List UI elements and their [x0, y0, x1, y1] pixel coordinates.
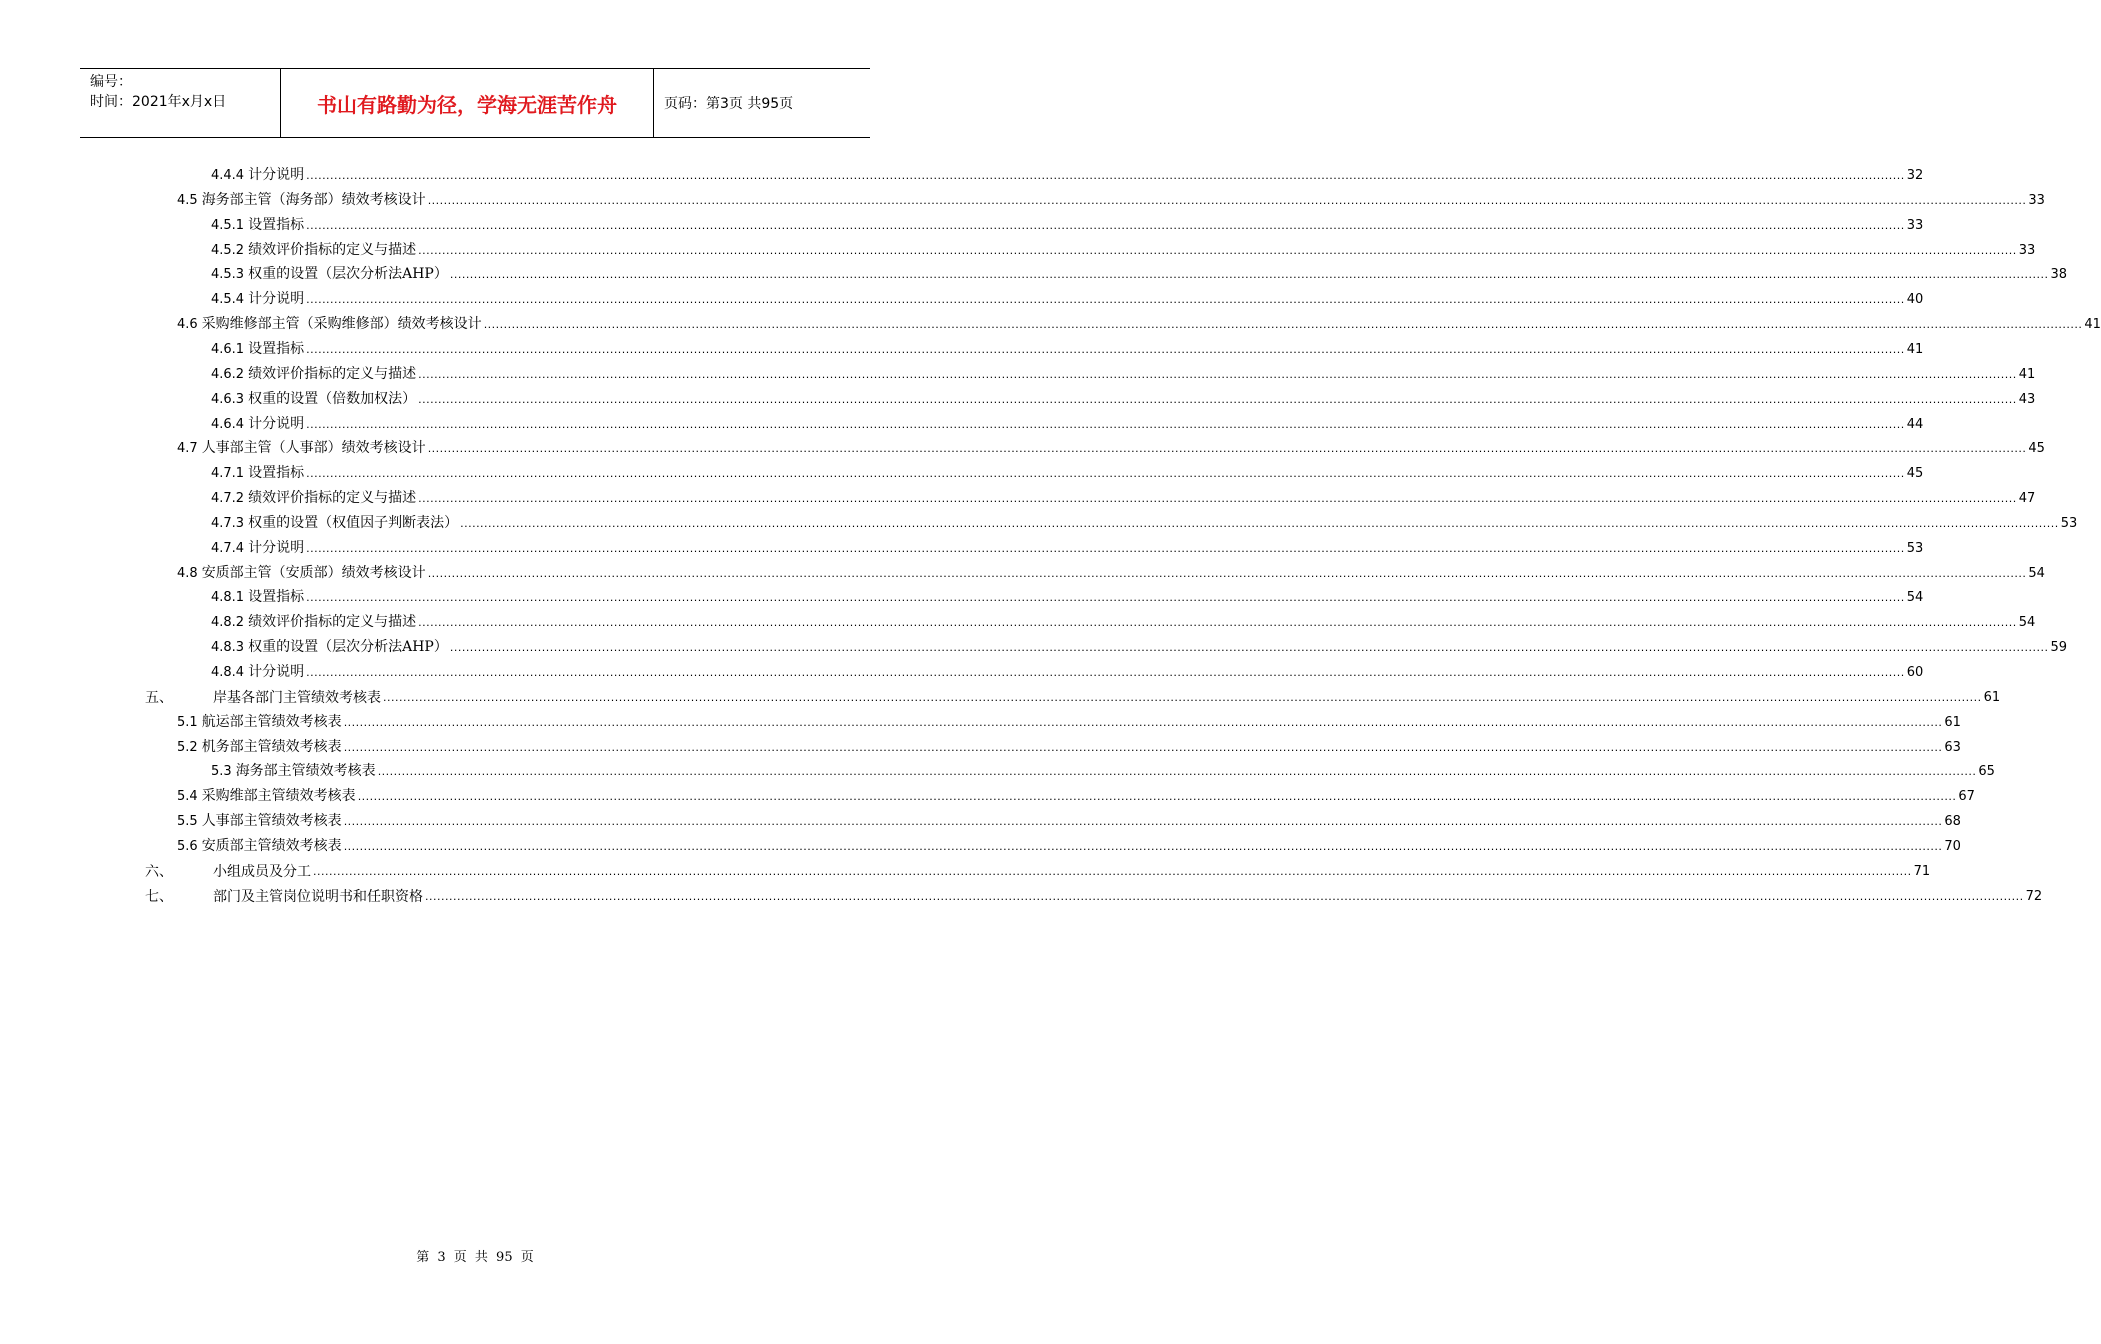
toc-entry[interactable] — [211, 756, 1995, 781]
toc-entry-page: 61 — [1983, 689, 2001, 705]
toc-leader-dots: ................................................................................................................................................................................................................................................................................................................................................................................................................ — [483, 318, 2083, 332]
toc-entry-number: 七、 — [145, 888, 173, 905]
toc-leader-dots: ................................................................................................................................................................................................................................................................................................................................................................................................................ — [377, 765, 1977, 779]
toc-entry-number: 5.1 — [177, 714, 198, 730]
toc-entry-label — [177, 564, 426, 583]
toc-entry-page: 40 — [1906, 292, 1924, 308]
toc-entry-number: 5.2 — [177, 739, 198, 755]
toc-entry-label — [211, 464, 304, 483]
toc-entry-page: 60 — [1906, 665, 1924, 680]
toc-entry-title: 绩效评价指标的定义与描述 — [248, 490, 417, 507]
toc-entry-number: 4.5.2 — [211, 242, 245, 258]
toc-leader-dots: ................................................................................................................................................................................................................................................................................................................................................................................................................ — [427, 566, 2027, 580]
toc-entry[interactable] — [177, 781, 1975, 806]
toc-entry-title: 安质部主管（安质部）绩效考核设计 — [201, 564, 426, 581]
toc-entry[interactable] — [211, 632, 2068, 657]
toc-entry-number: 4.6 — [177, 317, 198, 333]
toc-entry-title: 权重的设置（倍数加权法） — [248, 390, 417, 407]
toc-entry-number: 4.8.2 — [211, 615, 245, 631]
toc-entry-title: 权重的设置（层次分析法AHP） — [248, 639, 448, 656]
toc-entry[interactable] — [211, 284, 1924, 309]
toc-leader-dots: ................................................................................................................................................................................................................................................................................................................................................................................................................ — [306, 467, 1905, 481]
toc-entry-title: 设置指标 — [248, 589, 305, 606]
toc-entry-label — [211, 539, 304, 558]
toc-entry-label — [211, 415, 304, 434]
toc-leader-dots: ................................................................................................................................................................................................................................................................................................................................................................................................................ — [343, 740, 1943, 754]
toc-entry-title: 部门及主管岗位说明书和任职资格 — [213, 888, 423, 905]
toc-entry-label — [211, 514, 458, 533]
toc-entry-label — [145, 888, 423, 906]
toc-leader-dots: ................................................................................................................................................................................................................................................................................................................................................................................................................ — [306, 591, 1905, 605]
toc-entry[interactable] — [177, 831, 1961, 856]
toc-entry-number: 4.5.3 — [211, 267, 245, 283]
page-footer: 第 3 页 共 95 页 — [416, 1250, 534, 1265]
toc-leader-dots: ................................................................................................................................................................................................................................................................................................................................................................................................................ — [343, 839, 1943, 853]
toc-entry-page: 53 — [1906, 540, 1924, 556]
toc-entry[interactable] — [177, 433, 2045, 458]
toc-entry-title: 绩效评价指标的定义与描述 — [248, 365, 417, 382]
toc-entry-title: 设置指标 — [248, 465, 305, 482]
toc-entry-label — [211, 265, 448, 284]
toc-entry-page: 63 — [1944, 739, 1961, 755]
toc-entry-number: 六、 — [145, 863, 173, 880]
toc-entry-title: 权重的设置（权值因子判断表法） — [248, 514, 459, 531]
toc-entry-title: 绩效评价指标的定义与描述 — [248, 614, 417, 631]
toc-leader-dots: ................................................................................................................................................................................................................................................................................................................................................................................................................ — [306, 293, 1905, 307]
toc-leader-dots: ................................................................................................................................................................................................................................................................................................................................................................................................................ — [449, 641, 2049, 655]
toc-entry[interactable] — [145, 682, 2001, 707]
toc-leader-dots: ................................................................................................................................................................................................................................................................................................................................................................................................................ — [418, 616, 2017, 630]
toc-entry[interactable] — [211, 533, 1924, 558]
page-header — [80, 68, 870, 138]
toc-entry-page: 45 — [1906, 466, 1924, 482]
toc-entry-label — [211, 166, 304, 185]
toc-entry-label — [211, 216, 304, 235]
toc-entry-label — [145, 689, 381, 707]
toc-entry-label — [211, 489, 416, 508]
toc-entry-title: 安质部主管绩效考核表 — [201, 837, 342, 854]
toc-leader-dots: ................................................................................................................................................................................................................................................................................................................................................................................................................ — [449, 268, 2049, 282]
toc-entry-page: 67 — [1958, 789, 1975, 805]
toc-entry-number: 4.6.3 — [211, 391, 245, 407]
toc-leader-dots: ................................................................................................................................................................................................................................................................................................................................................................................................................ — [357, 790, 1957, 804]
toc-entry-page: 70 — [1944, 838, 1961, 854]
toc-entry-title: 采购维部主管绩效考核表 — [201, 788, 356, 805]
toc-entry-page: 41 — [1906, 341, 1924, 357]
toc-entry[interactable] — [211, 657, 1924, 682]
toc-entry[interactable] — [211, 607, 2036, 632]
toc-leader-dots: ................................................................................................................................................................................................................................................................................................................................................................................................................ — [418, 492, 2017, 506]
toc-entry-label — [177, 812, 342, 831]
time-label: 时间：2021年x月x日 — [90, 94, 227, 110]
toc-entry-number: 4.8.4 — [211, 665, 245, 680]
toc-entry[interactable] — [211, 409, 1924, 434]
toc-entry[interactable] — [211, 359, 2036, 384]
toc-entry[interactable] — [177, 806, 1961, 831]
toc-entry-number: 5.5 — [177, 814, 198, 830]
toc-entry-number: 4.6.4 — [211, 416, 245, 432]
toc-leader-dots: ................................................................................................................................................................................................................................................................................................................................................................................................................ — [306, 218, 1905, 232]
toc-entry-page: 33 — [1906, 217, 1924, 233]
toc-entry-page: 71 — [1913, 863, 1931, 879]
toc-entry-number: 4.6.1 — [211, 341, 245, 357]
toc-leader-dots: ................................................................................................................................................................................................................................................................................................................................................................................................................ — [313, 864, 1912, 878]
toc-entry-number: 4.8.1 — [211, 590, 245, 606]
toc-entry[interactable] — [211, 458, 1924, 483]
toc-leader-dots: ................................................................................................................................................................................................................................................................................................................................................................................................................ — [418, 367, 2017, 381]
toc-entry-number: 4.5 — [177, 192, 198, 208]
toc-entry-label — [211, 663, 304, 682]
toc-entry-page: 72 — [2025, 888, 2043, 904]
toc-entry-number: 4.7.4 — [211, 540, 245, 556]
toc-entry-number: 4.5.1 — [211, 217, 245, 233]
code-label: 编号： — [90, 74, 132, 90]
toc-entry-title: 权重的设置（层次分析法AHP） — [248, 266, 448, 283]
toc-entry[interactable] — [177, 309, 2101, 334]
toc-leader-dots: ................................................................................................................................................................................................................................................................................................................................................................................................................ — [427, 193, 2027, 207]
header-meta — [80, 69, 281, 137]
toc-entry-title: 设置指标 — [248, 216, 305, 233]
toc-entry-page: 32 — [1906, 168, 1924, 183]
toc-entry-label — [145, 863, 311, 881]
toc-entry-page: 68 — [1944, 814, 1961, 830]
toc-entry-title: 计分说明 — [248, 415, 305, 432]
toc-leader-dots: ................................................................................................................................................................................................................................................................................................................................................................................................................ — [306, 417, 1905, 431]
toc-entry-number: 4.8.3 — [211, 640, 245, 656]
toc-entry-number: 5.3 — [211, 764, 232, 780]
toc-entry-title: 设置指标 — [248, 340, 305, 357]
toc-entry-page: 47 — [2018, 491, 2036, 507]
toc-leader-dots: ................................................................................................................................................................................................................................................................................................................................................................................................................ — [306, 666, 1905, 679]
toc-entry-label — [211, 340, 304, 359]
toc-entry-title: 计分说明 — [248, 167, 305, 183]
toc-entry-title: 人事部主管绩效考核表 — [201, 813, 342, 830]
toc-entry-label — [177, 837, 342, 856]
toc-entry[interactable] — [211, 483, 2036, 508]
toc-entry[interactable] — [211, 384, 2036, 409]
toc-entry-page: 54 — [1906, 590, 1924, 606]
toc-entry-page: 45 — [2028, 441, 2045, 457]
toc-entry[interactable] — [211, 210, 1924, 235]
toc-leader-dots: ................................................................................................................................................................................................................................................................................................................................................................................................................ — [343, 715, 1943, 729]
toc-entry-label — [177, 713, 342, 732]
toc-entry[interactable] — [211, 235, 2036, 260]
toc-entry[interactable] — [177, 732, 1961, 757]
toc-entry-label — [177, 191, 426, 210]
toc-entry-title: 岸基各部门主管绩效考核表 — [213, 689, 381, 706]
toc-entry-title: 绩效评价指标的定义与描述 — [248, 241, 417, 258]
toc-leader-dots: ................................................................................................................................................................................................................................................................................................................................................................................................................ — [427, 442, 2027, 456]
toc-entry-label — [177, 787, 356, 806]
toc-entry-number: 4.8 — [177, 565, 198, 581]
toc-entry-label — [211, 588, 304, 607]
toc-entry-title: 小组成员及分工 — [213, 863, 311, 880]
toc-leader-dots: ................................................................................................................................................................................................................................................................................................................................................................................................................ — [306, 169, 1905, 182]
toc-entry[interactable] — [145, 881, 2043, 906]
toc-entry-page: 54 — [2028, 565, 2045, 581]
toc-leader-dots: ................................................................................................................................................................................................................................................................................................................................................................................................................ — [306, 342, 1905, 356]
toc-leader-dots: ................................................................................................................................................................................................................................................................................................................................................................................................................ — [425, 889, 2024, 903]
toc-entry-title: 采购维修部主管（采购维修部）绩效考核设计 — [201, 316, 482, 333]
toc-entry-label — [211, 613, 416, 632]
toc-entry-page: 33 — [2018, 242, 2036, 258]
toc-entry[interactable] — [211, 582, 1924, 607]
toc-entry-number: 4.4.4 — [211, 168, 245, 183]
toc-entry[interactable] — [177, 185, 2045, 210]
toc-entry-page: 44 — [1906, 416, 1924, 432]
toc-leader-dots: ................................................................................................................................................................................................................................................................................................................................................................................................................ — [383, 690, 1982, 704]
header-motto: 书山有路勤为径，学海无涯苦作舟 — [281, 69, 654, 137]
toc-entry-number: 4.5.4 — [211, 292, 245, 308]
toc-entry-page: 65 — [1978, 764, 1995, 780]
toc-entry-number: 4.7 — [177, 441, 198, 457]
toc-entry[interactable] — [177, 558, 2045, 583]
toc-entry-title: 机务部主管绩效考核表 — [201, 738, 342, 755]
toc-entry-page: 43 — [2018, 391, 2036, 407]
toc-entry-page: 61 — [1944, 714, 1961, 730]
toc-entry-page: 41 — [2084, 317, 2101, 333]
toc-leader-dots: ................................................................................................................................................................................................................................................................................................................................................................................................................ — [306, 541, 1905, 555]
toc-entry-label — [177, 439, 426, 458]
toc-entry-page: 59 — [2050, 640, 2068, 656]
toc-entry-title: 人事部主管（人事部）绩效考核设计 — [201, 440, 426, 457]
toc-entry-title: 计分说明 — [248, 539, 305, 556]
header-page-info: 页码：第3页 共95页 — [664, 96, 794, 112]
toc-leader-dots: ................................................................................................................................................................................................................................................................................................................................................................................................................ — [418, 243, 2017, 257]
toc-entry-page: 38 — [2050, 267, 2068, 283]
toc-entry[interactable] — [211, 259, 2068, 284]
toc-entry-title: 海务部主管（海务部）绩效考核设计 — [201, 191, 426, 208]
toc-entry-title: 航运部主管绩效考核表 — [201, 713, 342, 730]
toc-entry-number: 4.7.1 — [211, 466, 245, 482]
toc-entry[interactable] — [211, 334, 1924, 359]
toc-entry-page: 41 — [2018, 366, 2036, 382]
toc-entry[interactable] — [211, 508, 2078, 533]
toc-entry-label — [177, 738, 342, 757]
toc-entry-title: 计分说明 — [248, 291, 305, 308]
toc-entry-number: 4.7.3 — [211, 515, 245, 531]
toc-entry-page: 33 — [2028, 192, 2045, 208]
toc-entry-number: 4.6.2 — [211, 366, 245, 382]
toc-entry-page: 54 — [2018, 615, 2036, 631]
toc-leader-dots: ................................................................................................................................................................................................................................................................................................................................................................................................................ — [418, 392, 2017, 406]
toc-entry[interactable] — [177, 707, 1961, 732]
toc-entry[interactable] — [145, 856, 1931, 881]
toc-entry-title: 计分说明 — [248, 664, 305, 680]
toc-entry-number: 5.6 — [177, 838, 198, 854]
toc-entry-number: 4.7.2 — [211, 491, 245, 507]
toc-entry-number: 5.4 — [177, 789, 198, 805]
toc-entry-label — [211, 290, 304, 309]
toc-leader-dots: ................................................................................................................................................................................................................................................................................................................................................................................................................ — [460, 516, 2059, 530]
toc-entry[interactable] — [211, 160, 1924, 185]
toc-entry-label — [211, 241, 416, 260]
toc-entry-label — [211, 762, 376, 781]
toc-entry-label — [177, 315, 482, 334]
toc-entry-page: 53 — [2060, 515, 2078, 531]
toc-entry-label — [211, 390, 416, 409]
toc-entry-label — [211, 365, 416, 384]
toc-leader-dots: ................................................................................................................................................................................................................................................................................................................................................................................................................ — [343, 815, 1943, 829]
toc-entry-label — [211, 638, 448, 657]
toc-entry-title: 海务部主管绩效考核表 — [235, 763, 376, 780]
toc-entry-number: 五、 — [145, 689, 173, 706]
